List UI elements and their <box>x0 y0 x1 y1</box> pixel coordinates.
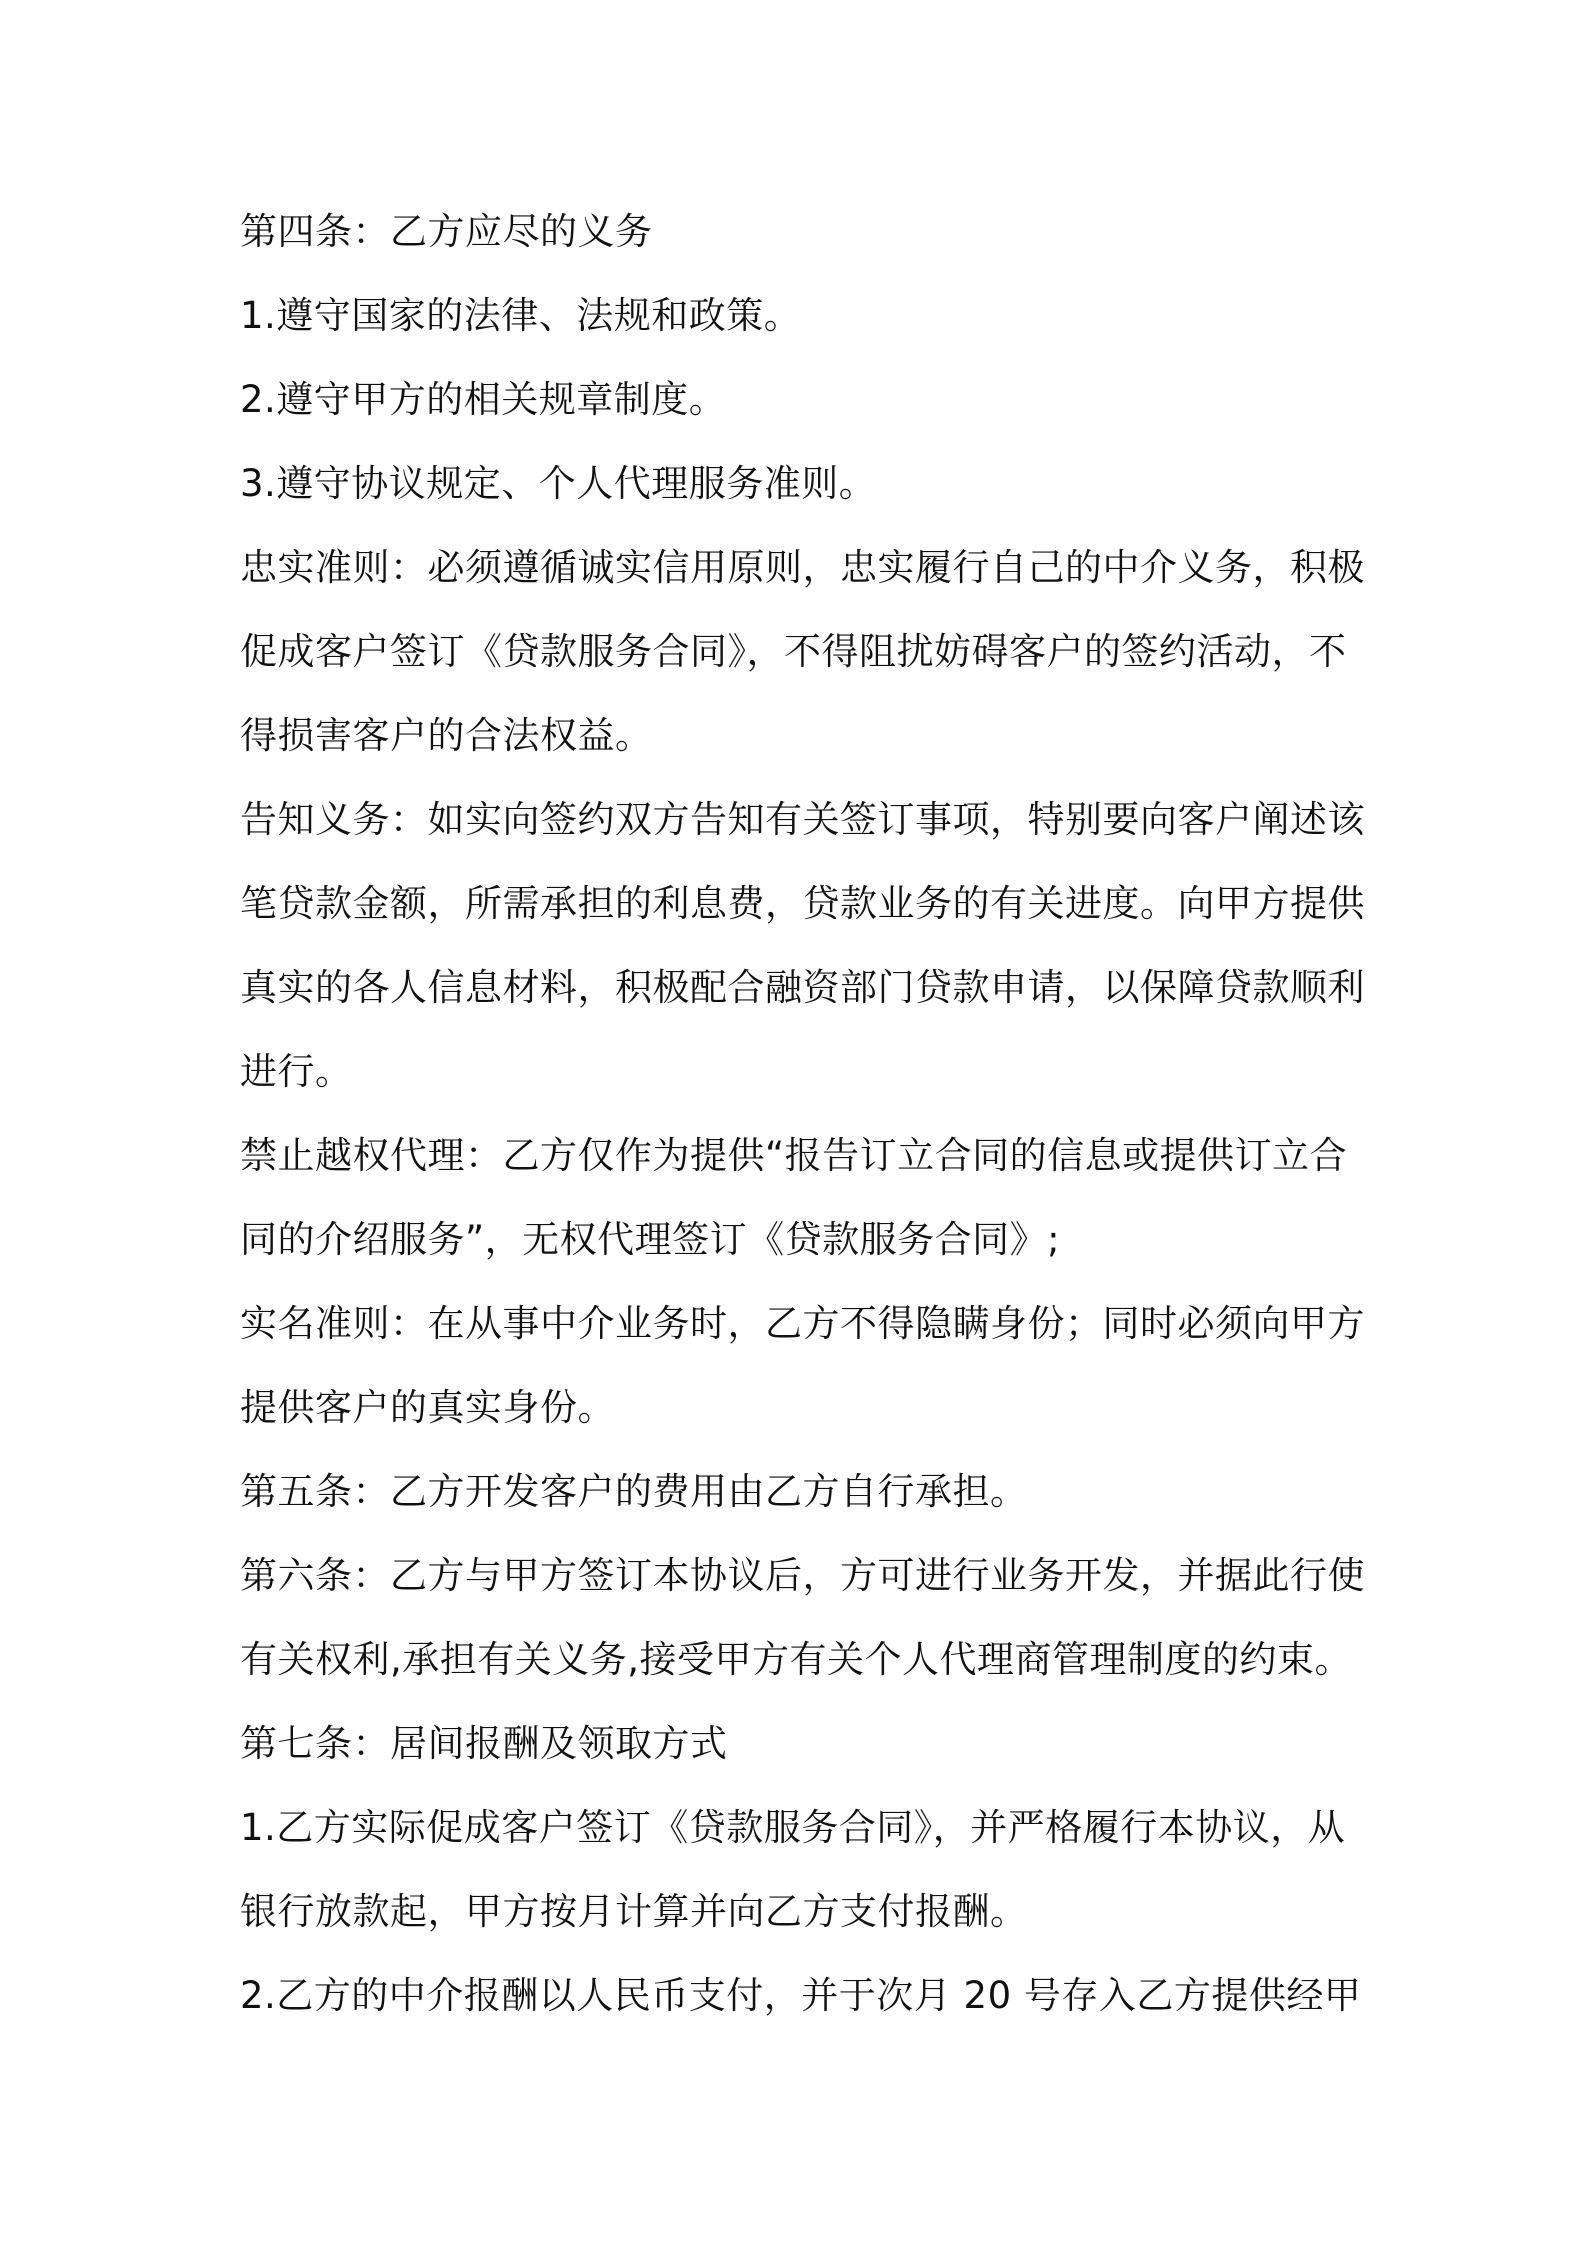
article-7-item-1-line-1: 1.乙方实际促成客户签订《贷款服务合同》，并严格履行本协议，从 <box>240 1806 1346 1849</box>
article-7-item-2-line-1: 2.乙方的中介报酬以人民币支付，并于次月 20 号存入乙方提供经甲 <box>240 1974 1362 2017</box>
article-7-heading: 第七条：居间报酬及领取方式 <box>240 1722 728 1765</box>
notice-duty-line-1: 告知义务：如实向签约双方告知有关签订事项，特别要向客户阐述该 <box>240 798 1365 841</box>
loyalty-rule-line-3: 得损害客户的合法权益。 <box>240 714 653 757</box>
no-overreach-line-1: 禁止越权代理：乙方仅作为提供“报告订立合同的信息或提供订立合 <box>240 1134 1348 1177</box>
article-6-line-2: 有关权利,承担有关义务,接受甲方有关个人代理商管理制度的约束。 <box>240 1638 1353 1681</box>
article-4-item-3: 3.遵守协议规定、个人代理服务准则。 <box>240 462 877 505</box>
real-name-line-1: 实名准则：在从事中介业务时，乙方不得隐瞒身份；同时必须向甲方 <box>240 1302 1365 1345</box>
article-7-item-1-line-2: 银行放款起，甲方按月计算并向乙方支付报酬。 <box>240 1890 1028 1933</box>
document-page <box>240 190 1365 2038</box>
article-4-item-2: 2.遵守甲方的相关规章制度。 <box>240 378 727 421</box>
article-5: 第五条：乙方开发客户的费用由乙方自行承担。 <box>240 1470 1028 1513</box>
notice-duty-line-3: 真实的各人信息材料，积极配合融资部门贷款申请，以保障贷款顺利 <box>240 966 1365 1009</box>
article-6-line-1: 第六条：乙方与甲方签订本协议后，方可进行业务开发，并据此行使 <box>240 1554 1365 1597</box>
loyalty-rule-line-2: 促成客户签订《贷款服务合同》，不得阻扰妨碍客户的签约活动，不 <box>240 630 1347 673</box>
article-4-item-1: 1.遵守国家的法律、法规和政策。 <box>240 294 802 337</box>
notice-duty-line-4: 进行。 <box>240 1050 353 1093</box>
article-4-heading: 第四条：乙方应尽的义务 <box>240 210 653 253</box>
notice-duty-line-2: 笔贷款金额，所需承担的利息费，贷款业务的有关进度。向甲方提供 <box>240 882 1365 925</box>
no-overreach-line-2: 同的介绍服务”，无权代理签订《贷款服务合同》; <box>240 1218 1061 1261</box>
loyalty-rule-line-1: 忠实准则：必须遵循诚实信用原则，忠实履行自己的中介义务，积极 <box>240 546 1365 589</box>
real-name-line-2: 提供客户的真实身份。 <box>240 1386 615 1429</box>
